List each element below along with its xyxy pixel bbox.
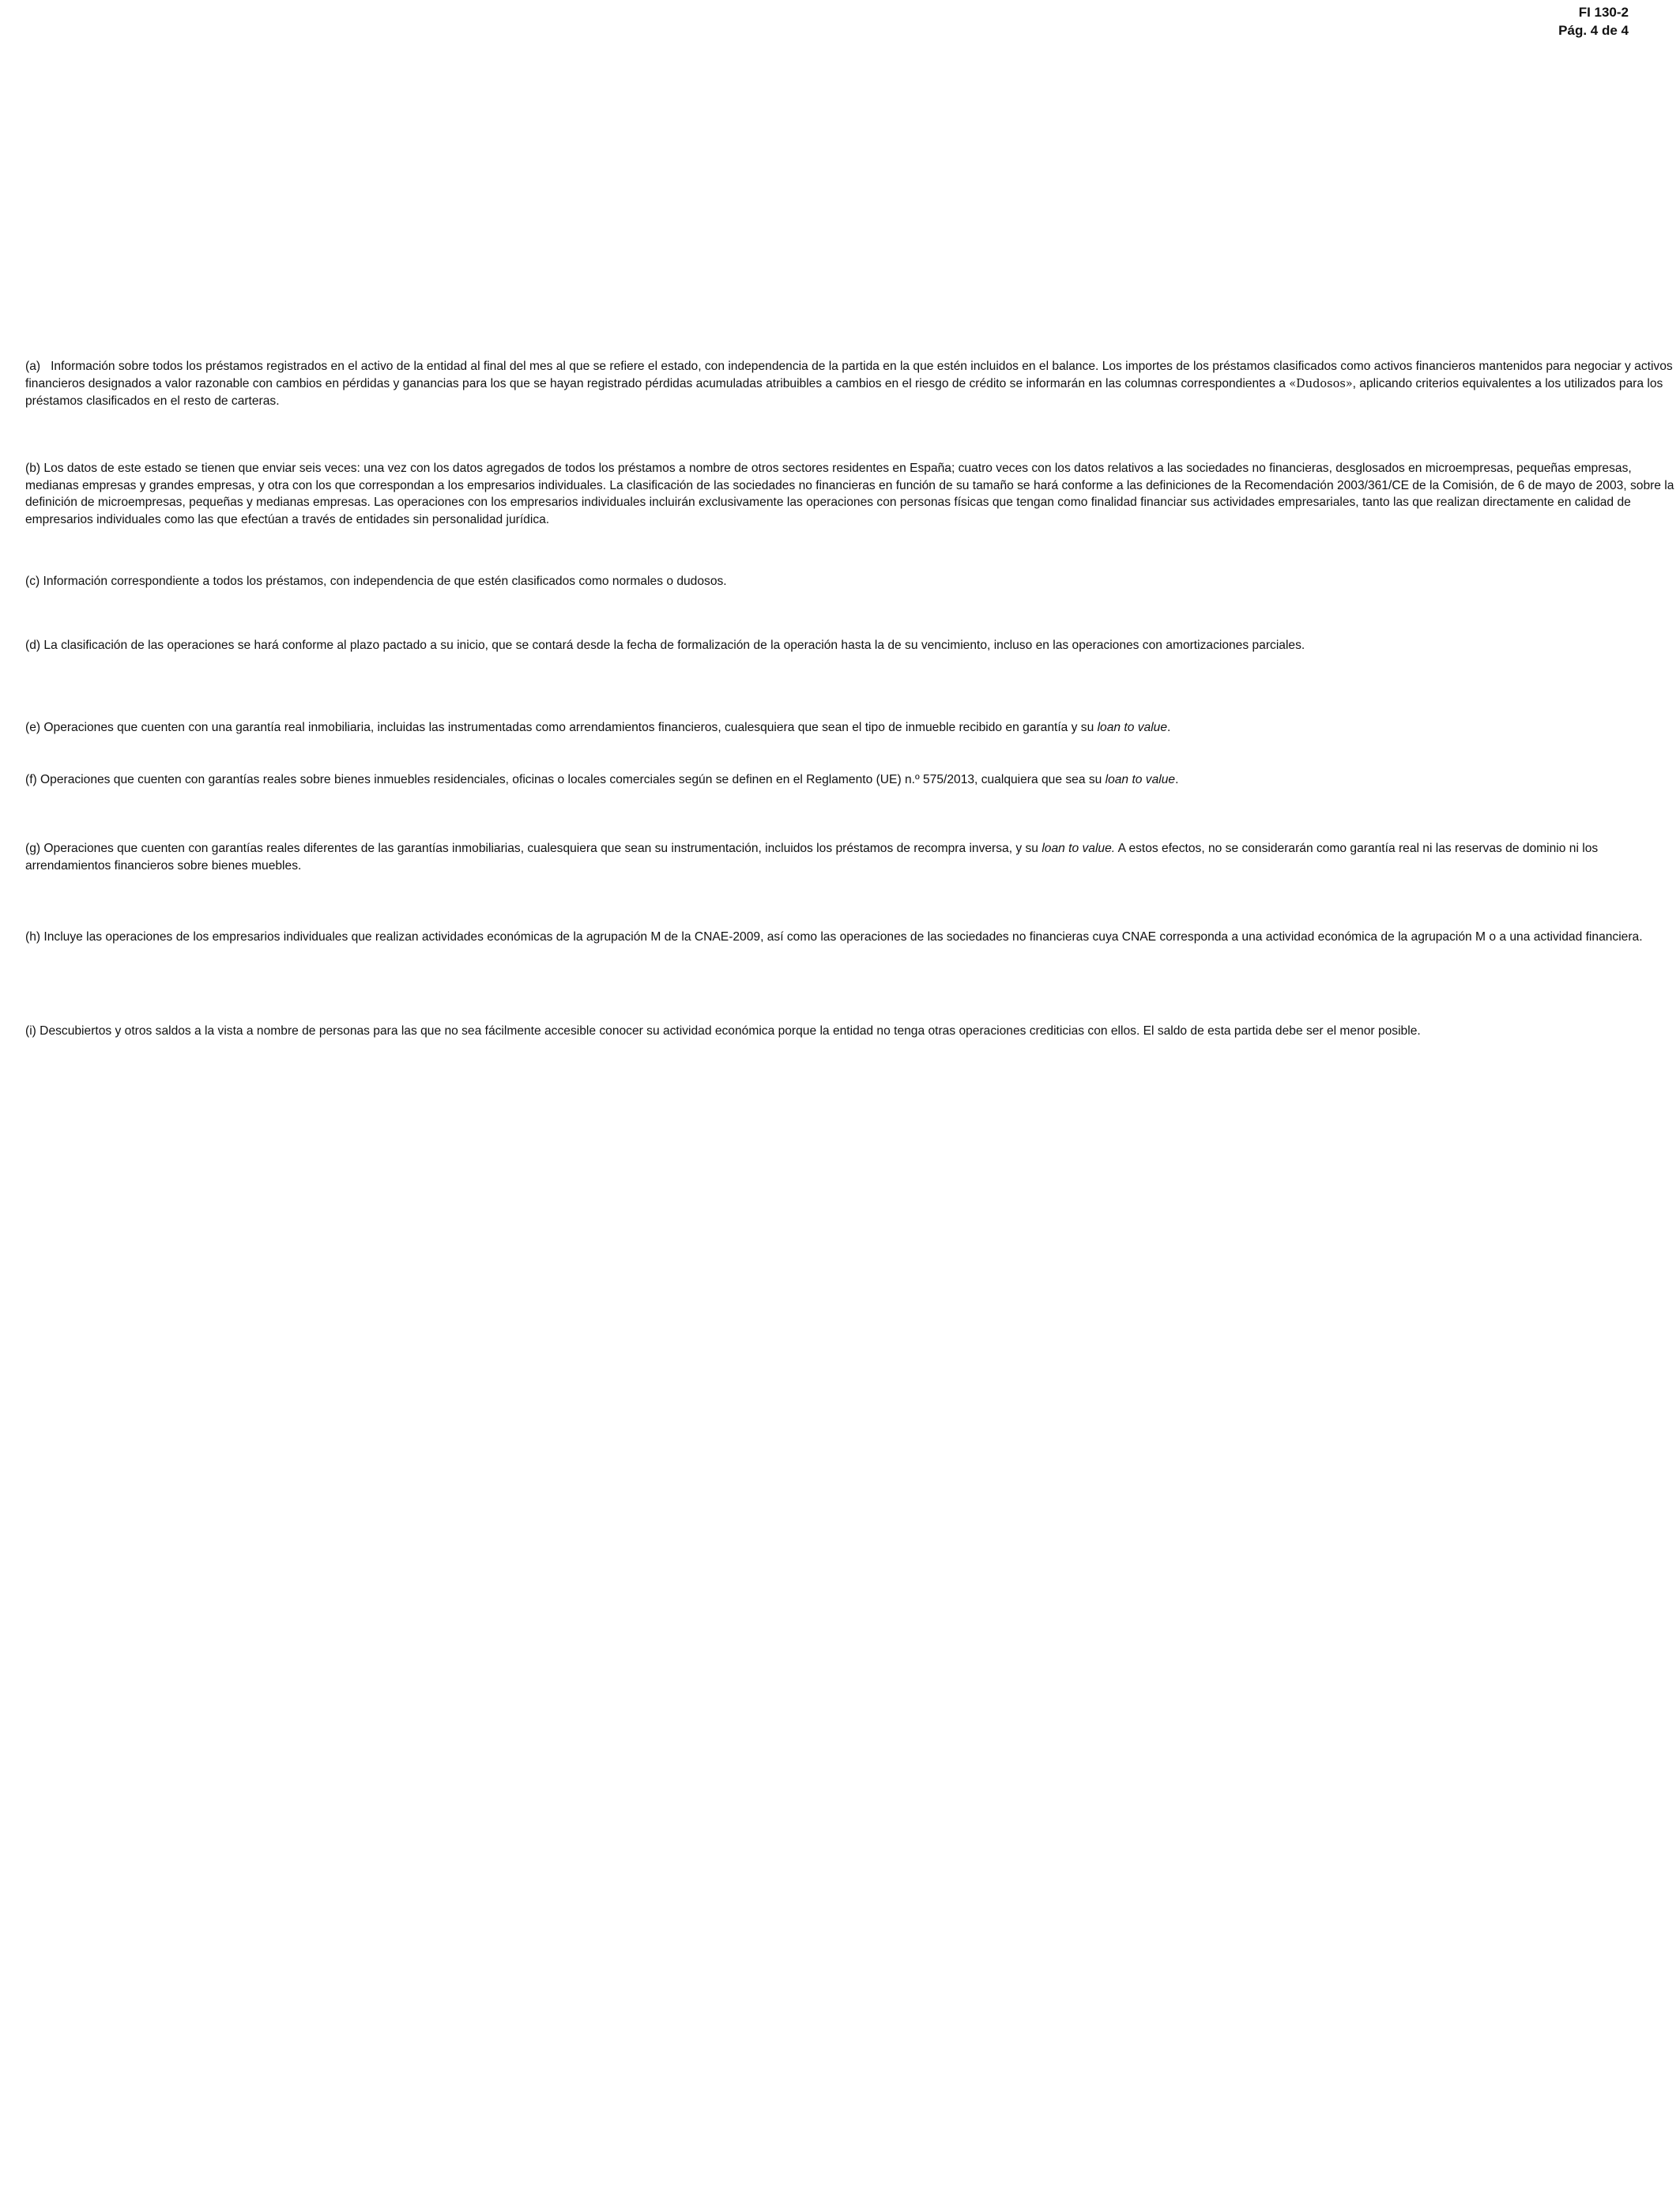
footnote-f-italic-term: loan to value <box>1105 773 1176 786</box>
footnote-a <box>25 358 1677 410</box>
footnote-e-italic-term: loan to value <box>1097 721 1168 734</box>
footnote-h: (h) Incluye las operaciones de los empresarios individuales que realizan actividades económicas de la agrupación M de la CNAE-2009, así como las operaciones de las sociedades no financieras cuya CNAE corresponda a una actividad económica de la agrupación M o a una actividad financiera. <box>25 930 1643 944</box>
footnote-g <box>25 840 1677 874</box>
footnote-e-end: . <box>1167 721 1171 734</box>
footnote-f <box>25 771 1677 789</box>
footnote-a-marker: (a) <box>25 360 41 373</box>
footnote-a-text: Información sobre todos los préstamos registrados en el activo de la entidad al final del mes al que se refiere el estado, con independencia de la partida en la que estén incluidos en el balance. Los importes de los préstamos clasificados como activos financieros mantenidos para negociar y activos financieros designados a valor razonable con cambios en pérdidas y ganancias para los que se hayan registrado pérdidas acumuladas atribuibles a cambios en el riesgo de crédito se informarán en las columnas correspondientes a <box>25 360 1673 390</box>
footnote-f-end: . <box>1175 773 1179 786</box>
footnote-c: (c) Información correspondiente a todos los préstamos, con independencia de que estén clasificados como normales o dudosos. <box>25 575 727 588</box>
footnote-b: (b) Los datos de este estado se tienen que enviar seis veces: una vez con los datos agregados de todos los préstamos a nombre de otros sectores residentes en España; cuatro veces con los datos relativos a las sociedades no financieras, desglosados en microempresas, pequeñas empresas, medianas empresas y grandes empresas, y otra con los que correspondan a los empresarios individuales. La clasificación de las sociedades no financieras en función de su tamaño se hará conforme a las definiciones de la Recomendación 2003/361/CE de la Comisión, de 6 de mayo de 2003, sobre la definición de microempresas, pequeñas y medianas empresas. Las operaciones con los empresarios individuales incluirán exclusivamente las operaciones con personas físicas que tengan como finalidad financiar sus actividades empresariales, tanto las que realizan directamente en calidad de empresarios individuales como las que efectúan a través de entidades sin personalidad jurídica. <box>25 462 1674 526</box>
form-code: FI 130-2 <box>1578 5 1629 20</box>
footnote-e-text: (e) Operaciones que cuenten con una garantía real inmobiliaria, incluidas las instrumentadas como arrendamientos financieros, cualesquiera que sean el tipo de inmueble recibido en garantía y su <box>25 721 1098 734</box>
footnote-g-text: (g) Operaciones que cuenten con garantías reales diferentes de las garantías inmobiliarias, cualesquiera que sean su instrumentación, incluidos los préstamos de recompra inversa, y su <box>25 842 1042 855</box>
footnote-f-text: (f) Operaciones que cuenten con garantías reales sobre bienes inmuebles residenciales, oficinas o locales comerciales según se definen en el Reglamento (UE) n.º 575/2013, cualquiera que sea su <box>25 773 1106 786</box>
footnote-d: (d) La clasificación de las operaciones se hará conforme al plazo pactado a su inicio, que se contará desde la fecha de formalización de la operación hasta la de su vencimiento, incluso en las operaciones con amortizaciones parciales. <box>25 639 1305 652</box>
page-number: Pág. 4 de 4 <box>1558 23 1629 38</box>
footnote-g-end: A estos efectos, no se considerarán como garantía real ni las reservas de dominio ni los arrendamientos financieros sobre bienes muebles. <box>25 842 1599 873</box>
footnote-g-italic-term: loan to value. <box>1042 842 1116 855</box>
footnote-e <box>25 719 1677 737</box>
footnote-i: (i) Descubiertos y otros saldos a la vista a nombre de personas para las que no sea fácilmente accesible conocer su actividad económica porque la entidad no tenga otras operaciones crediticias con ellos. El saldo de esta partida debe ser el menor posible. <box>25 1024 1421 1038</box>
footnote-a-text-end: , aplicando criterios equivalentes a los utilizados para los préstamos clasificados en el resto de carteras. <box>25 376 1663 408</box>
footnote-a-quoted-term: «Dudosos» <box>1289 377 1353 390</box>
page-header <box>1558 3 1629 40</box>
